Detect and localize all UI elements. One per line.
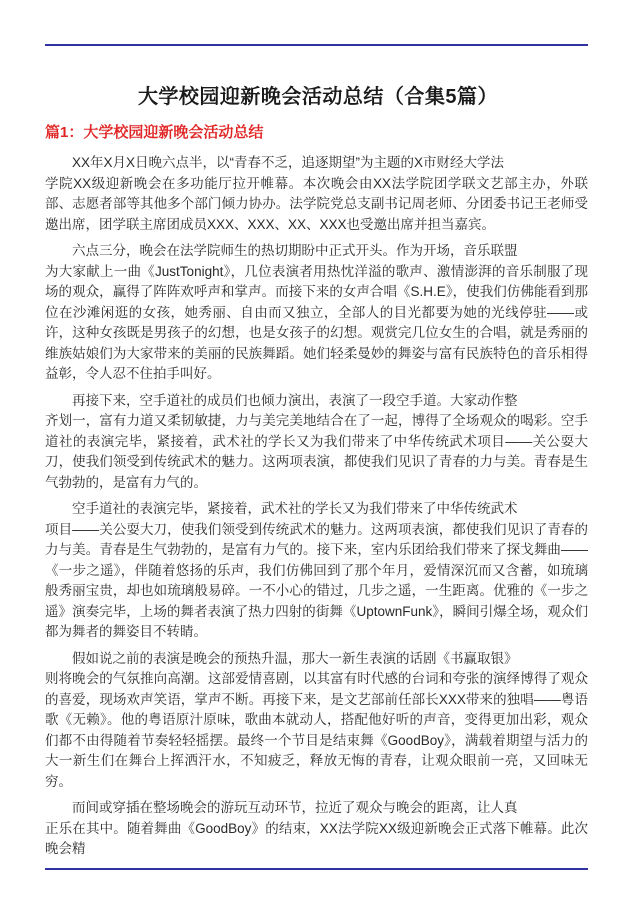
paragraph-2-first-line: 六点三分，晚会在法学院师生的热切期盼中正式开头。作为开场，音乐联盟 — [72, 243, 518, 258]
paragraph-2 — [45, 241, 588, 385]
paragraph-1-body: 学院XX级迎新晚会在多功能厅拉开帷幕。本次晚会由XX法学院团学联文艺部主办，外联部、志愿者部等其他多个部门倾力协办。法学院党总支副书记周老师、分团委书记王老师受邀出席，团学联主席团成员XXX、XXX、XX、XXX也受邀出席并担当嘉宾。 — [45, 175, 588, 232]
paragraph-5-first-line: 假如说之前的表演是晚会的预热升温，那大一新生表演的话剧《书赢取银》 — [72, 650, 518, 666]
document-title: 大学校园迎新晚会活动总结（合集5篇） — [137, 86, 499, 108]
paragraph-6 — [45, 798, 588, 860]
document-body — [45, 153, 588, 866]
paragraph-6-body: 正乐在其中。随着舞曲《GoodBoy》的结束，XX法学院XX级迎新晚会正式落下帷幕。此次晚会精 — [45, 820, 588, 856]
paragraph-1-first-line: XX年X月X日晚六点半，以“青春不乏，追逐期望”为主题的X市财经大学法 — [72, 155, 505, 170]
paragraph-2-body: 为大家献上一曲《JustTonight》，几位表演者用热忱洋溢的歌声、激情澎湃的音乐制服了现场的观众，赢得了阵阵欢呼声和掌声。而接下来的女声合唱《S.H.E》，使我们仿佛能看到那位在沙滩闲逛的女孩，她秀丽、自由而又独立，全部人的目光都要为她的光线停驻——或许，这种女孩既是男孩子的幻想，也是女孩子的幻想。观赏完几位女生的合唱，就是秀丽的维族姑娘们为大家带来的美丽的民族舞蹈。她们轻柔曼妙的舞姿与富有民族特色的音乐相得益彰，令人忍不住拍手叫好。 — [45, 263, 588, 381]
bottom-divider-rule — [45, 868, 588, 870]
paragraph-3 — [45, 391, 588, 494]
section-1-heading: 篇1：大学校园迎新晚会活动总结 — [45, 124, 264, 141]
paragraph-6-first-line: 而间或穿插在整场晚会的游玩互动环节，拉近了观众与晚会的距离，让人真 — [72, 800, 518, 815]
paragraph-4 — [45, 499, 588, 643]
paragraph-3-first-line: 再接下来，空手道社的成员们也倾力演出，表演了一段空手道。大家动作整 — [72, 392, 518, 408]
paragraph-1 — [45, 153, 588, 235]
top-divider-rule — [45, 44, 588, 46]
paragraph-4-first-line: 空手道社的表演完毕，紧接着，武术社的学长又为我们带来了中华传统武术 — [72, 501, 518, 516]
paragraph-3-body: 齐划一，富有力道又柔韧敏捷，力与美完美地结合在了一起，博得了全场观众的喝彩。空手道社的表演完毕，紧接着，武术社的学长又为我们带来了中华传统武术项目——关公耍大刀，使我们领受到传统武术的魅力。这两项表演，都使我们见识了青春的力与美。青春是生气勃勃的，是富有力气的。 — [45, 413, 588, 490]
paragraph-4-body: 项目——关公耍大刀，使我们领受到传统武术的魅力。这两项表演，都使我们见识了青春的力与美。青春是生气勃勃的，是富有力气的。接下来，室内乐团给我们带来了探戈舞曲——《一步之遥》，伴随着悠扬的乐声，我们仿佛回到了那个年月，爱情深沉而又含蓄，如琉璃般秀丽宝贵，却也如琉璃般易碎。一不小心的错过，几步之遥，一生距离。优雅的《一步之遥》演奏完毕，上场的舞者表演了热力四射的街舞《UptownFunk》，瞬间引爆全场，观众们都为舞者的舞姿目不转睛。 — [45, 521, 588, 639]
paragraph-5 — [45, 649, 588, 793]
paragraph-5-body: 则将晚会的气氛推向高潮。这部爱情喜剧，以其富有时代感的台词和夸张的演绎博得了观众的喜爱，现场欢声笑语，掌声不断。再接下来，是文艺部前任部长XXX带来的独唱——粤语歌《无赖》。他的粤语原汁原味，歌曲本就动人，搭配他好听的声音，变得更加出彩，观众们都不由得随着节奏轻轻摇摆。最终一个节目是结束舞《GoodBoy》，满载着期望与活力的大一新生们在舞台上挥洒汗水，不知疲乏，释放无悔的青春，让观众眼前一亮，又回味无穷。 — [45, 671, 588, 789]
